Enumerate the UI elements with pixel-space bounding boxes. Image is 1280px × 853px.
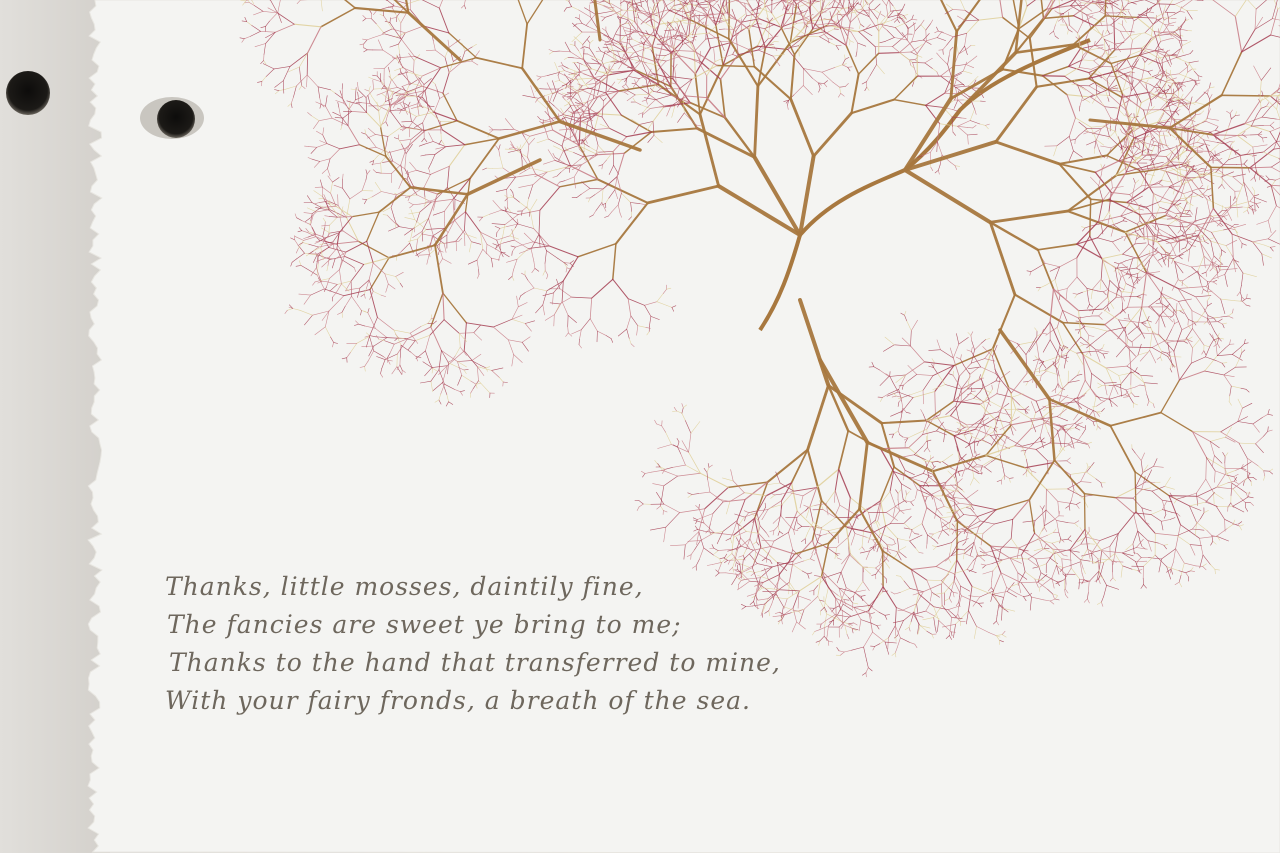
paper-sheet (88, 0, 1280, 853)
seaweed-frond-segment (879, 53, 900, 54)
seaweed-frond-segment (729, 0, 730, 39)
punch-hole-left (6, 71, 50, 115)
punch-hole-right-opening (157, 100, 195, 138)
seaweed-frond-segment (1042, 76, 1064, 77)
